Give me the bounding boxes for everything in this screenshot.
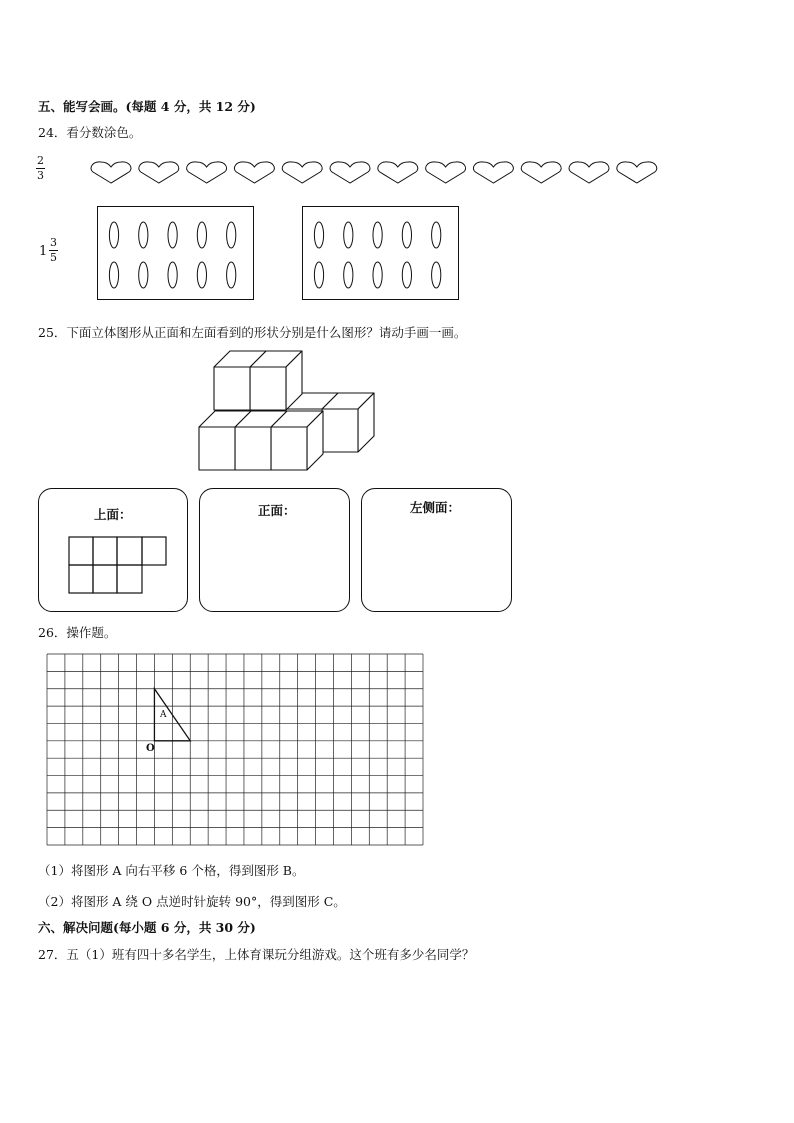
mixed-number-whole: 1 bbox=[39, 244, 48, 259]
question-26-prompt: 26．操作题。 bbox=[38, 625, 117, 640]
question-27-prompt: 27．五（1）班有四十多名学生，上体育课玩分组游戏。这个班有多少名同学？ bbox=[38, 947, 475, 962]
shape-a-label: A bbox=[160, 710, 167, 720]
fraction-numerator: 2 bbox=[37, 154, 44, 167]
section-5-heading: 五、能写会画。(每题 4 分，共 12 分) bbox=[38, 99, 256, 114]
question-26-sub-2: （2）将图形 A 绕 O 点逆时针旋转 90°，得到图形 C。 bbox=[38, 894, 346, 909]
question-24-prompt: 24．看分数涂色。 bbox=[38, 125, 142, 140]
front-view-label: 正面： bbox=[258, 503, 296, 518]
top-view-label: 上面： bbox=[94, 507, 132, 522]
fraction-denominator: 5 bbox=[50, 251, 57, 264]
question-25-prompt: 25．下面立体图形从正面和左面看到的形状分别是什么图形？请动手画一画。 bbox=[38, 325, 467, 340]
left-view-label: 左侧面： bbox=[410, 500, 461, 515]
fraction-numerator: 3 bbox=[50, 236, 57, 249]
question-26-sub-1: （1）将图形 A 向右平移 6 个格，得到图形 B。 bbox=[38, 863, 305, 878]
fraction-denominator: 3 bbox=[37, 169, 44, 182]
section-6-heading: 六、解决问题(每小题 6 分，共 30 分) bbox=[38, 920, 256, 935]
point-o-label: O bbox=[146, 743, 155, 754]
